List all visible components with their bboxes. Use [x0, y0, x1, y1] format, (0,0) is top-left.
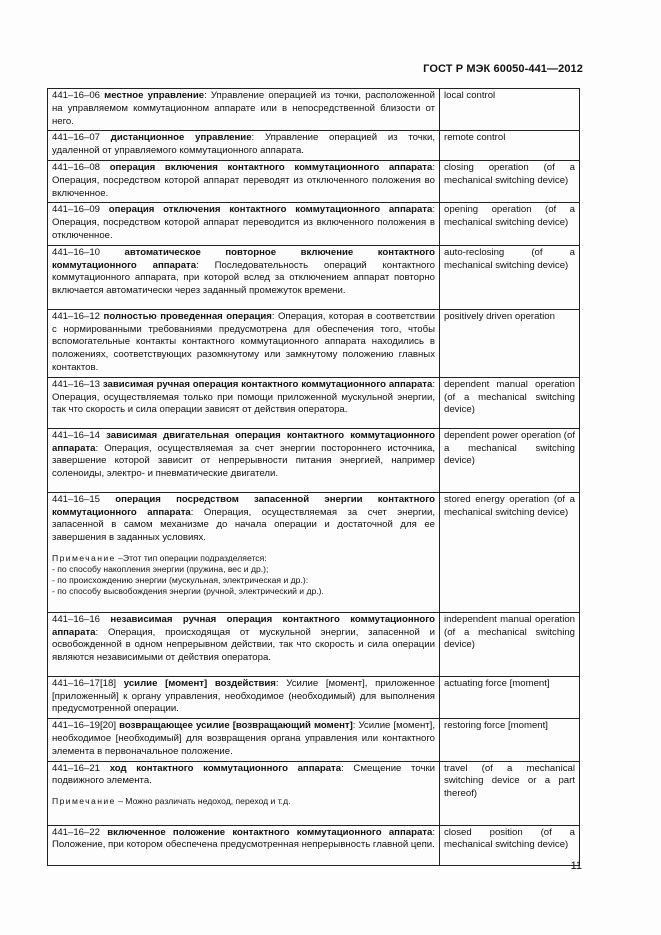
note-item: - по способу высвобождения энергии (ручной, электрический и др.).: [52, 585, 324, 596]
term-definition: Управление операцией из точки, расположенной на управляемом коммутационном аппарате или в непосредственной близости от него.: [52, 90, 435, 127]
term-name: операция включения контактного коммутационного аппарата: [109, 161, 433, 173]
table-row: [48, 160, 580, 202]
term-definition-cell: 441–16–12 полностью проведенная операция: Операция, которая в соответствии с нормированными требованиями предусмотрена для обеспечения того, чтобы вспомогательные контакты контактного коммутационного аппарата находились в положениях, соответствующих разомкнутому или замкнутому положению главных контактов.: [48, 309, 440, 377]
table-row: [48, 719, 580, 761]
english-term-cell: closing operation (of a mechanical switching device): [440, 160, 580, 202]
english-term-cell: dependent power operation (of a mechanical switching device): [440, 428, 580, 492]
term-definition: Положение, при котором обеспечена предусмотренная непрерывность главной цепи.: [52, 839, 435, 851]
term-code: 441–16–12: [52, 310, 101, 322]
page-number: 11: [570, 860, 582, 872]
english-term-cell: auto-reclosing (of a mechanical switching device): [440, 245, 580, 309]
term-name: операция отключения контактного коммутационного аппарата: [108, 204, 433, 216]
term-code: 441–16–06: [52, 90, 101, 101]
term-code: 441–16–16: [52, 613, 101, 625]
table-row: [48, 492, 580, 612]
term-definition-cell: 441–16–08 операция включения контактного коммутационного аппарата: Операция, посредством которой аппарат переводят из отключенного положения во включенное.: [48, 160, 440, 202]
term-definition-cell: 441–16–14 зависимая двигательная операция контактного коммутационного аппарата: Операция, осуществляемая за счет энергии постороннего источника, завершение которой зависит от непрерывности питания энергией, например соленоиды, электро- и пневматические двигатели.: [48, 428, 440, 492]
term-code: 441–16–09: [52, 204, 101, 216]
english-term-cell: independent manual operation (of a mechanical switching device): [440, 612, 580, 676]
table-row: [48, 428, 580, 492]
english-term-cell: travel (of a mechanical switching device or a part thereof): [440, 761, 580, 825]
term-definition-cell: 441–16–13 зависимая ручная операция контактного коммутационного аппарата: Операция, осуществляемая только при помощи приложенной мускульной энергии, так что скорость и сила операции зависят от действия оператора.: [48, 377, 440, 428]
english-term-cell: dependent manual operation (of a mechanical switching device): [440, 377, 580, 428]
term-name: возвращающее усилие [возвращающий момент]: [119, 720, 353, 732]
table-row: [48, 377, 580, 428]
table-row: [48, 203, 580, 245]
term-definition-cell: 441–16–10 автоматическое повторное включение контактного коммутационного аппарата: Последовательность операций контактного коммутационного аппарата, при которой вслед за отключением аппарат повторно включается автоматически через заданный промежуток времени.: [48, 245, 440, 309]
term-definition: Операция, посредством которой аппарат переводится из включенного положения в отключенное.: [52, 217, 435, 241]
english-term-cell: local control: [440, 89, 580, 131]
term-definition-cell: 441–16–15 операция посредством запасенной энергии контактного коммутационного аппарата: Операция, осуществляемая за счет энергии, запасенной в самом механизме до начала операции и достаточной для ее завершения в заданных условиях. Примечание –Этот тип операции подразделяется: - по способу накопления энергии (пружина, вес и др.); - по происхождению энергии (мускульная, электрическая и др.): - по способу высвобождения энергии (ручной, электрический и др.).: [48, 492, 440, 612]
english-term-cell: stored energy operation (of a mechanical switching device): [440, 492, 580, 612]
term-definition: Операция, посредством которой аппарат переводят из отключенного положения во включенное.: [52, 174, 435, 199]
term-name: дистанционное управление: [110, 132, 252, 144]
term-name: местное управление: [104, 90, 205, 101]
term-name: зависимая двигательная операция контактного коммутационного аппарата: [52, 429, 435, 454]
term-definition: Усилие [момент], необходимое [необходимый] для возвращения органа управления или контактного элемента в первоначальное положение.: [52, 720, 435, 757]
term-code: 441–16–21: [52, 762, 101, 774]
term-definition-cell: 441–16–22 включенное положение контактного коммутационного аппарата: Положение, при котором обеспечена предусмотренная непрерывность главной цепи.: [48, 825, 440, 865]
term-name: полностью проведенная операция: [103, 310, 272, 322]
terms-table: [47, 88, 580, 866]
term-definition: Операция, осуществляемая за счет энергии постороннего источника, завершение которой зависит от непрерывности питания энергией, например соленоиды, электро- и пневматические двигатели.: [52, 442, 435, 480]
term-definition-cell: 441–16–21 ход контактного коммутационного аппарата: Смещение точки подвижного элемента. Примечание – Можно различать недоход, переход и т.д.: [48, 761, 440, 825]
term-code: 441–16–10: [52, 246, 101, 258]
term-note: [52, 796, 435, 807]
term-name: включенное положение контактного коммутационного аппарата: [107, 826, 433, 838]
note-text: – Можно различать недоход, переход и т.д.: [118, 796, 291, 807]
table-row: [48, 89, 580, 131]
term-code: 441–16–14: [52, 429, 101, 441]
note-text: –Этот тип операции подразделяется:: [118, 552, 267, 563]
table-row: [48, 825, 580, 865]
term-definition-cell: 441–16–09 операция отключения контактного коммутационного аппарата: Операция, посредством которой аппарат переводится из включенного положения в отключенное.: [48, 203, 440, 245]
english-term-cell: closed position (of a mechanical switching device): [440, 825, 580, 865]
term-note: [52, 553, 435, 597]
term-name: независимая ручная операция контактного коммутационного аппарата: [52, 613, 435, 638]
term-code: 441–16–19[20]: [52, 720, 117, 732]
english-term-cell: actuating force [moment]: [440, 676, 580, 718]
note-item: - по способу накопления энергии (пружина, вес и др.);: [52, 563, 269, 574]
note-item: - по происхождению энергии (мускульная, электрическая и др.):: [52, 574, 309, 585]
term-definition: Операция, осуществляемая только при помощи приложенной мускульной энергии, так что скорость и сила операции зависят от действия оператора.: [52, 391, 435, 416]
term-definition: Операция, происходящая от мускульной энергии, запасенной и освобожденной в одном непрерывном действии, так что скорость и сила операции являются независимыми от действия оператора.: [52, 626, 435, 664]
table-row: [48, 245, 580, 309]
term-name: автоматическое повторное включение контактного коммутационного аппарата: [52, 246, 435, 271]
term-code: 441–16–22: [52, 826, 101, 838]
term-code: 441–16–17[18]: [52, 677, 117, 689]
term-definition: Управление операцией из точки, удаленной от управляемого коммутационного аппарата.: [52, 132, 435, 157]
table-row: [48, 761, 580, 825]
term-definition: Усилие [момент], приложенное [приложенный] к органу управления, необходимое (необходимый) для выполнения предусмотренной операции.: [52, 677, 435, 715]
note-label: Примечание: [52, 796, 116, 807]
term-code: 441–16–07: [52, 132, 101, 144]
table-row: [48, 676, 580, 718]
term-name: усилие [момент] воздействия: [123, 677, 276, 689]
english-term-cell: restoring force [moment]: [440, 719, 580, 761]
term-code: 441–16–13: [52, 378, 101, 390]
english-term-cell: positively driven operation: [440, 309, 580, 377]
term-definition-cell: 441–16–19[20] возвращающее усилие [возвращающий момент]: Усилие [момент], необходимое [необходимый] для возвращения органа управления или контактного элемента в первоначальное положение.: [48, 719, 440, 761]
term-name: операция посредством запасенной энергии контактного коммутационного аппарата: [52, 493, 436, 518]
term-definition: Смещение точки подвижного элемента.: [52, 762, 436, 787]
note-label: Примечание: [52, 552, 116, 563]
term-definition-cell: 441–16–17[18] усилие [момент] воздействия: Усилие [момент], приложенное [приложенный] к органу управления, необходимое (необходимый) для выполнения предусмотренной операции.: [48, 676, 440, 718]
english-term-cell: opening operation (of a mechanical switching device): [440, 203, 580, 245]
english-term-cell: remote control: [440, 131, 580, 161]
term-definition: Операция, осуществляемая за счет энергии, запасенной в самом механизме до начала операции и достаточной для ее завершения в заданных условиях.: [52, 506, 435, 544]
document-header: ГОСТ Р МЭК 60050-441—2012: [423, 63, 583, 75]
term-definition-cell: 441–16–16 независимая ручная операция контактного коммутационного аппарата: Операция, происходящая от мускульной энергии, запасенной и освобожденной в одном непрерывном действии, так что скорость и сила операции являются независимыми от действия оператора.: [48, 612, 440, 676]
term-code: 441–16–08: [52, 161, 101, 173]
table-row: [48, 309, 580, 377]
term-name: зависимая ручная операция контактного коммутационного аппарата: [102, 378, 433, 390]
term-definition-cell: 441–16–07 дистанционное управление: Управление операцией из точки, удаленной от управляемого коммутационного аппарата.: [48, 131, 440, 161]
table-row: [48, 131, 580, 161]
term-definition: Последовательность операций контактного коммутационного аппарата, при которой вслед за отключением аппарат повторно включается автоматически через заданный промежуток времени.: [52, 259, 435, 297]
term-name: ход контактного коммутационного аппарата: [109, 762, 342, 774]
term-code: 441–16–15: [52, 493, 101, 505]
table-row: [48, 612, 580, 676]
term-definition-cell: 441–16–06 местное управление: Управление операцией из точки, расположенной на управляемом коммутационном аппарате или в непосредственной близости от него.: [48, 89, 440, 131]
term-definition: Операция, которая в соответствии с нормированными требованиями предусмотрена для обеспечения того, чтобы вспомогательные контакты контактного коммутационного аппарата находились в положениях, соответствующих разомкнутому или замкнутому положению главных контактов.: [52, 310, 435, 373]
